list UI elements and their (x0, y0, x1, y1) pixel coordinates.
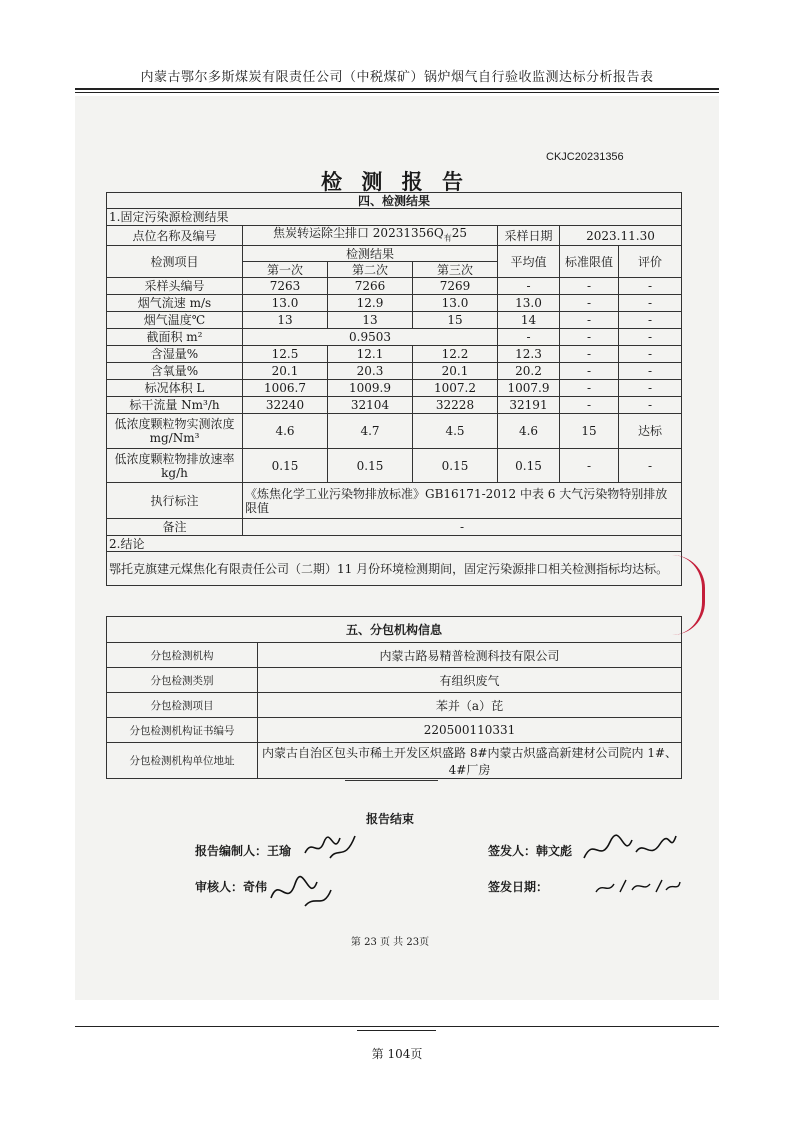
cell: - (560, 346, 619, 363)
row-label: 分包检测机构证书编号 (107, 718, 258, 743)
cell: 20.2 (498, 363, 560, 380)
col-results-header: 检测结果 (243, 246, 498, 262)
cell: - (619, 295, 682, 312)
point-label: 点位名称及编号 (107, 226, 243, 246)
cell: 7263 (243, 278, 328, 295)
cell: 4.6 (243, 414, 328, 449)
row-value: 有组织废气 (258, 668, 682, 693)
cell: 12.3 (498, 346, 560, 363)
cell: - (619, 380, 682, 397)
table-row (107, 449, 682, 483)
table-row (107, 718, 682, 743)
issue-date-handwritten (592, 874, 682, 898)
cell: - (498, 329, 560, 346)
cell: 32240 (243, 397, 328, 414)
row-item: 含湿量% (107, 346, 243, 363)
row-item: 采样头编号 (107, 278, 243, 295)
section-5-heading: 五、分包机构信息 (107, 617, 682, 643)
cell: 0.15 (328, 449, 413, 483)
issuer-signature (580, 830, 680, 870)
issue-date-label: 签发日期： (488, 880, 549, 894)
cell: 1006.7 (243, 380, 328, 397)
cell: - (560, 363, 619, 380)
cell: 7266 (328, 278, 413, 295)
reviewer-signature (265, 868, 335, 912)
cell: 0.15 (498, 449, 560, 483)
cell: 12.5 (243, 346, 328, 363)
col-second-header: 第二次 (328, 262, 413, 278)
cell: 达标 (619, 414, 682, 449)
cell: - (619, 397, 682, 414)
col-eval-header: 评价 (619, 246, 682, 278)
reviewer-label: 审核人：奇伟 (195, 880, 268, 894)
note-value: - (243, 519, 682, 536)
cell: 20.1 (413, 363, 498, 380)
col-avg-header: 平均值 (498, 246, 560, 278)
row-item: 截面积 m² (107, 329, 243, 346)
cell: 4.7 (328, 414, 413, 449)
row-item: 标干流量 Nm³/h (107, 397, 243, 414)
cell: - (560, 449, 619, 483)
cell: 1007.2 (413, 380, 498, 397)
cell: 1007.9 (498, 380, 560, 397)
cell: 13.0 (243, 295, 328, 312)
row-item: 烟气流速 m/s (107, 295, 243, 312)
table-row (107, 363, 682, 380)
cell: - (619, 329, 682, 346)
col-first-header: 第一次 (243, 262, 328, 278)
cell: 13.0 (498, 295, 560, 312)
cell: 13 (243, 312, 328, 329)
cell: - (560, 312, 619, 329)
subcontractor-table (106, 616, 682, 779)
cell: 20.3 (328, 363, 413, 380)
row-item: 低浓度颗粒物排放速率 kg/h (107, 449, 243, 483)
report-end: 报告结束 (365, 812, 414, 826)
footer-rule (75, 1026, 719, 1027)
row-label: 分包检测项目 (107, 693, 258, 718)
table-row (107, 346, 682, 363)
cell: 4.5 (413, 414, 498, 449)
standard-label: 执行标注 (107, 483, 243, 519)
table-row (107, 743, 682, 779)
footer-rule-short (357, 1030, 436, 1031)
cell: 13.0 (413, 295, 498, 312)
date-label: 采样日期 (498, 226, 560, 246)
point-value: 焦炭转运除尘排口 $20231356Q_有25$ (243, 226, 498, 246)
cell: - (619, 312, 682, 329)
conclusion-text: 鄂托克旗建元煤焦化有限责任公司（二期）11 月份环境检测期间，固定污染源排口相关检测指标均达标。 (107, 552, 682, 586)
cell: 1009.9 (328, 380, 413, 397)
table-row (107, 380, 682, 397)
section-4-heading: 四、检测结果 (107, 193, 682, 209)
row-label: 分包检测类别 (107, 668, 258, 693)
note-label: 备注 (107, 519, 243, 536)
end-rule (345, 780, 438, 781)
table-row (107, 693, 682, 718)
header-rule-thin (75, 92, 719, 93)
cell: 14 (498, 312, 560, 329)
cell: 15 (560, 414, 619, 449)
cell: - (498, 278, 560, 295)
table-row (107, 414, 682, 449)
results-table (106, 192, 682, 586)
part-2-heading: 2.结论 (107, 536, 682, 552)
cell: 13 (328, 312, 413, 329)
document-number: CKJC20231356 (546, 151, 624, 163)
cell: - (560, 380, 619, 397)
row-label: 分包检测机构单位地址 (107, 743, 258, 779)
page-number: 第 104页 (371, 1047, 423, 1061)
row-item: 标况体积 L (107, 380, 243, 397)
row-value: 220500110331 (258, 718, 682, 743)
inner-page-number: 第 23 页 共 23页 (350, 937, 430, 948)
row-item: 含氧量% (107, 363, 243, 380)
cell: - (619, 278, 682, 295)
header-rule (75, 88, 719, 90)
cell: - (560, 329, 619, 346)
row-value: 内蒙古路易精普检测科技有限公司 (258, 643, 682, 668)
cell: 20.1 (243, 363, 328, 380)
table-row (107, 312, 682, 329)
table-row (107, 295, 682, 312)
cell: 12.9 (328, 295, 413, 312)
table-row (107, 643, 682, 668)
cell: - (619, 346, 682, 363)
report-title: 检 测 报 告 (321, 169, 469, 194)
cell: - (560, 397, 619, 414)
cell: 0.15 (413, 449, 498, 483)
row-value: 苯并（a）芘 (258, 693, 682, 718)
part-1-heading: 1.固定污染源检测结果 (107, 209, 682, 226)
issuer-label: 签发人：韩文彪 (488, 844, 573, 858)
cell: 32191 (498, 397, 560, 414)
date-value: 2023.11.30 (560, 226, 682, 246)
row-value: 内蒙古自治区包头市稀土开发区炽盛路 8#内蒙古炽盛高新建材公司院内 1#、4#厂房 (258, 743, 682, 779)
document-header: 内蒙古鄂尔多斯煤炭有限责任公司（中税煤矿）锅炉烟气自行验收监测达标分析报告表 (140, 70, 654, 85)
standard-value: 《炼焦化学工业污染物排放标准》GB16171-2012 中表 6 大气污染物特别排放限值 (243, 483, 682, 519)
cell: 0.15 (243, 449, 328, 483)
cell: - (619, 449, 682, 483)
table-row (107, 278, 682, 295)
col-third-header: 第三次 (413, 262, 498, 278)
table-row (107, 397, 682, 414)
col-limit-header: 标准限值 (560, 246, 619, 278)
row-label: 分包检测机构 (107, 643, 258, 668)
cell: 12.1 (328, 346, 413, 363)
cell: 4.6 (498, 414, 560, 449)
table-row (107, 668, 682, 693)
compiler-signature (300, 828, 360, 868)
cell: 15 (413, 312, 498, 329)
cell: - (619, 363, 682, 380)
row-item: 烟气温度℃ (107, 312, 243, 329)
compiler-label: 报告编制人：王瑜 (195, 844, 292, 858)
col-item-header: 检测项目 (107, 246, 243, 278)
cell: 12.2 (413, 346, 498, 363)
table-row (107, 329, 682, 346)
cell: - (560, 295, 619, 312)
cell: 32104 (328, 397, 413, 414)
row-item: 低浓度颗粒物实测浓度 mg/Nm³ (107, 414, 243, 449)
cell: - (560, 278, 619, 295)
cell: 0.9503 (243, 329, 498, 346)
cell: 32228 (413, 397, 498, 414)
cell: 7269 (413, 278, 498, 295)
